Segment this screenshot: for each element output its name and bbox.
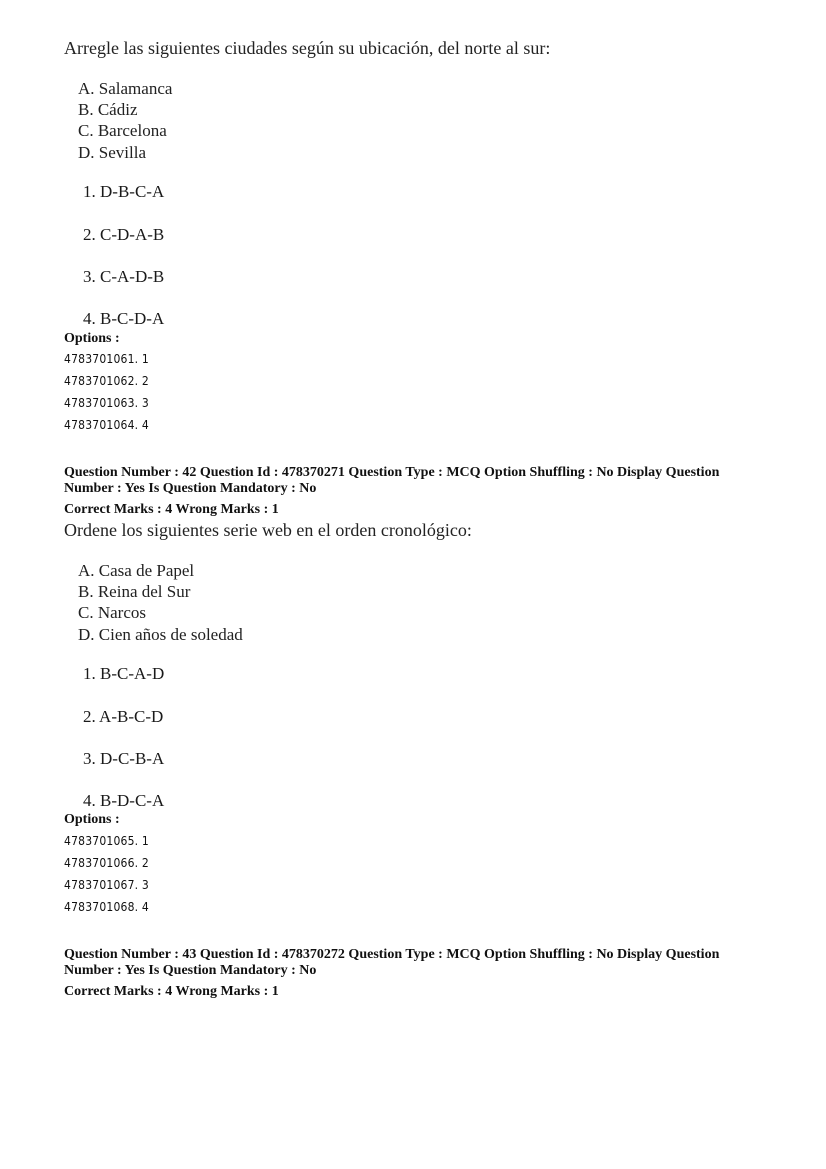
q42-option-id-4: 4783701068. 4 xyxy=(64,900,149,914)
q41-choice-3: 3. C-A-D-B xyxy=(83,267,165,286)
q42-item-a: A. Casa de Papel xyxy=(78,561,195,580)
q41-item-c: C. Barcelona xyxy=(78,121,167,140)
q42-choice-2: 2. A-B-C-D xyxy=(83,707,164,726)
q42-item-c: C. Narcos xyxy=(78,603,146,622)
q41-choice-1: 1. D-B-C-A xyxy=(83,182,165,201)
q41-item-d: D. Sevilla xyxy=(78,143,146,162)
q42-option-id-1: 4783701065. 1 xyxy=(64,834,149,848)
q41-item-a: A. Salamanca xyxy=(78,79,173,98)
q42-header: Question Number : 42 Question Id : 478370271 Question Type : MCQ Option Shuffling : No Display Question Number : Yes Is Question Mandatory : No xyxy=(64,465,720,496)
q41-choice-2: 2. C-D-A-B xyxy=(83,225,165,244)
q41-options-label: Options : xyxy=(64,331,120,346)
q41-stem: Arregle las siguientes ciudades según su ubicación, del norte al sur: xyxy=(64,38,551,58)
q41-option-id-3: 4783701063. 3 xyxy=(64,396,149,410)
q41-option-id-1: 4783701061. 1 xyxy=(64,352,149,366)
q42-choice-3: 3. D-C-B-A xyxy=(83,749,165,768)
q41-option-id-4: 4783701064. 4 xyxy=(64,418,149,432)
q43-header: Question Number : 43 Question Id : 478370272 Question Type : MCQ Option Shuffling : No Display Question Number : Yes Is Question Mandatory : No xyxy=(64,947,720,978)
q42-item-b: B. Reina del Sur xyxy=(78,582,191,601)
q42-marks: Correct Marks : 4 Wrong Marks : 1 xyxy=(64,502,279,517)
q41-choice-4: 4. B-C-D-A xyxy=(83,309,165,328)
q42-item-d: D. Cien años de soledad xyxy=(78,625,243,644)
q42-stem: Ordene los siguientes serie web en el orden cronológico: xyxy=(64,520,472,540)
q42-option-id-3: 4783701067. 3 xyxy=(64,878,149,892)
q41-item-b: B. Cádiz xyxy=(78,100,138,119)
q42-option-id-2: 4783701066. 2 xyxy=(64,856,149,870)
q42-choice-4: 4. B-D-C-A xyxy=(83,791,165,810)
q41-option-id-2: 4783701062. 2 xyxy=(64,374,149,388)
q43-marks: Correct Marks : 4 Wrong Marks : 1 xyxy=(64,984,279,999)
q42-options-label: Options : xyxy=(64,812,120,827)
q42-choice-1: 1. B-C-A-D xyxy=(83,664,165,683)
